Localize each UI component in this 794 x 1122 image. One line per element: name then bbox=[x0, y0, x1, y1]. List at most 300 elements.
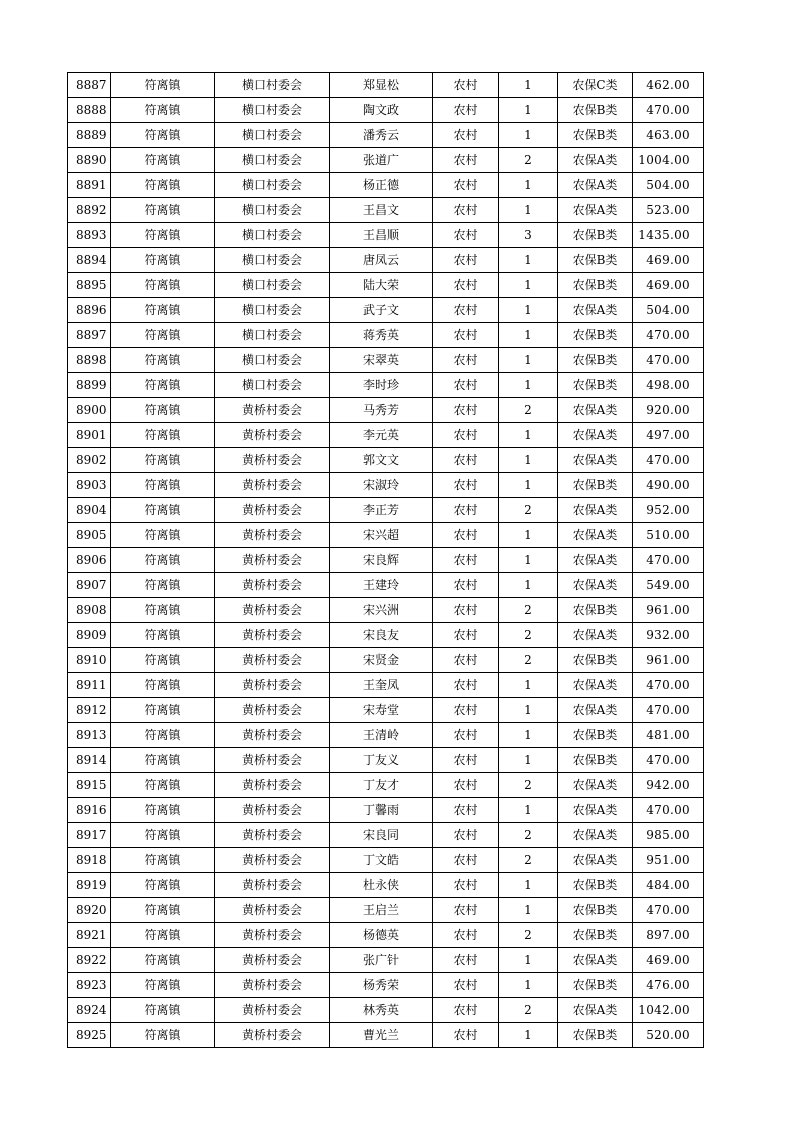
area-type-cell: 农村 bbox=[433, 748, 499, 773]
town-cell: 符离镇 bbox=[111, 848, 215, 873]
table-row bbox=[68, 198, 704, 223]
area-type-cell: 农村 bbox=[433, 223, 499, 248]
household-count-cell: 1 bbox=[499, 273, 558, 298]
town-cell: 符离镇 bbox=[111, 898, 215, 923]
amount-cell: 520.00 bbox=[633, 1023, 704, 1048]
category-cell: 农保B类 bbox=[558, 898, 633, 923]
name-cell: 杨秀荣 bbox=[330, 973, 433, 998]
table-row bbox=[68, 398, 704, 423]
household-count-cell: 1 bbox=[499, 973, 558, 998]
row-number-cell: 8908 bbox=[68, 598, 111, 623]
town-cell: 符离镇 bbox=[111, 523, 215, 548]
row-number-cell: 8923 bbox=[68, 973, 111, 998]
village-committee-cell: 横口村委会 bbox=[215, 148, 330, 173]
row-number-cell: 8904 bbox=[68, 498, 111, 523]
village-committee-cell: 黄桥村委会 bbox=[215, 848, 330, 873]
area-type-cell: 农村 bbox=[433, 773, 499, 798]
town-cell: 符离镇 bbox=[111, 598, 215, 623]
town-cell: 符离镇 bbox=[111, 798, 215, 823]
village-committee-cell: 黄桥村委会 bbox=[215, 998, 330, 1023]
name-cell: 林秀英 bbox=[330, 998, 433, 1023]
town-cell: 符离镇 bbox=[111, 423, 215, 448]
name-cell: 王昌文 bbox=[330, 198, 433, 223]
household-count-cell: 1 bbox=[499, 298, 558, 323]
household-count-cell: 1 bbox=[499, 323, 558, 348]
category-cell: 农保B类 bbox=[558, 373, 633, 398]
village-committee-cell: 横口村委会 bbox=[215, 373, 330, 398]
table-row bbox=[68, 898, 704, 923]
household-count-cell: 1 bbox=[499, 248, 558, 273]
row-number-cell: 8896 bbox=[68, 298, 111, 323]
category-cell: 农保A类 bbox=[558, 523, 633, 548]
category-cell: 农保B类 bbox=[558, 273, 633, 298]
village-committee-cell: 黄桥村委会 bbox=[215, 748, 330, 773]
village-committee-cell: 横口村委会 bbox=[215, 173, 330, 198]
village-committee-cell: 横口村委会 bbox=[215, 323, 330, 348]
row-number-cell: 8906 bbox=[68, 548, 111, 573]
name-cell: 丁友才 bbox=[330, 773, 433, 798]
household-count-cell: 1 bbox=[499, 798, 558, 823]
table-row bbox=[68, 1023, 704, 1048]
name-cell: 宋良友 bbox=[330, 623, 433, 648]
town-cell: 符离镇 bbox=[111, 973, 215, 998]
amount-cell: 510.00 bbox=[633, 523, 704, 548]
household-count-cell: 1 bbox=[499, 198, 558, 223]
amount-cell: 985.00 bbox=[633, 823, 704, 848]
village-committee-cell: 横口村委会 bbox=[215, 198, 330, 223]
name-cell: 宋翠英 bbox=[330, 348, 433, 373]
household-count-cell: 1 bbox=[499, 698, 558, 723]
village-committee-cell: 横口村委会 bbox=[215, 248, 330, 273]
name-cell: 王昌顺 bbox=[330, 223, 433, 248]
household-count-cell: 1 bbox=[499, 98, 558, 123]
town-cell: 符离镇 bbox=[111, 298, 215, 323]
table-row bbox=[68, 248, 704, 273]
town-cell: 符离镇 bbox=[111, 173, 215, 198]
name-cell: 杨德英 bbox=[330, 923, 433, 948]
name-cell: 张道广 bbox=[330, 148, 433, 173]
category-cell: 农保B类 bbox=[558, 723, 633, 748]
town-cell: 符离镇 bbox=[111, 823, 215, 848]
area-type-cell: 农村 bbox=[433, 973, 499, 998]
row-number-cell: 8899 bbox=[68, 373, 111, 398]
town-cell: 符离镇 bbox=[111, 648, 215, 673]
town-cell: 符离镇 bbox=[111, 473, 215, 498]
row-number-cell: 8925 bbox=[68, 1023, 111, 1048]
area-type-cell: 农村 bbox=[433, 698, 499, 723]
area-type-cell: 农村 bbox=[433, 123, 499, 148]
amount-cell: 897.00 bbox=[633, 923, 704, 948]
row-number-cell: 8915 bbox=[68, 773, 111, 798]
row-number-cell: 8914 bbox=[68, 748, 111, 773]
household-count-cell: 2 bbox=[499, 848, 558, 873]
category-cell: 农保A类 bbox=[558, 623, 633, 648]
area-type-cell: 农村 bbox=[433, 473, 499, 498]
area-type-cell: 农村 bbox=[433, 448, 499, 473]
area-type-cell: 农村 bbox=[433, 923, 499, 948]
town-cell: 符离镇 bbox=[111, 98, 215, 123]
town-cell: 符离镇 bbox=[111, 248, 215, 273]
village-committee-cell: 黄桥村委会 bbox=[215, 723, 330, 748]
category-cell: 农保B类 bbox=[558, 98, 633, 123]
category-cell: 农保A类 bbox=[558, 398, 633, 423]
name-cell: 杨正德 bbox=[330, 173, 433, 198]
area-type-cell: 农村 bbox=[433, 998, 499, 1023]
row-number-cell: 8897 bbox=[68, 323, 111, 348]
name-cell: 李正芳 bbox=[330, 498, 433, 523]
household-count-cell: 1 bbox=[499, 448, 558, 473]
village-committee-cell: 黄桥村委会 bbox=[215, 523, 330, 548]
household-table bbox=[67, 72, 704, 1048]
village-committee-cell: 黄桥村委会 bbox=[215, 498, 330, 523]
village-committee-cell: 横口村委会 bbox=[215, 98, 330, 123]
category-cell: 农保A类 bbox=[558, 198, 633, 223]
area-type-cell: 农村 bbox=[433, 373, 499, 398]
row-number-cell: 8895 bbox=[68, 273, 111, 298]
village-committee-cell: 黄桥村委会 bbox=[215, 973, 330, 998]
row-number-cell: 8907 bbox=[68, 573, 111, 598]
table-row bbox=[68, 123, 704, 148]
table-row bbox=[68, 873, 704, 898]
table-row bbox=[68, 648, 704, 673]
name-cell: 郑显松 bbox=[330, 73, 433, 98]
household-count-cell: 2 bbox=[499, 598, 558, 623]
row-number-cell: 8912 bbox=[68, 698, 111, 723]
name-cell: 丁友义 bbox=[330, 748, 433, 773]
row-number-cell: 8905 bbox=[68, 523, 111, 548]
area-type-cell: 农村 bbox=[433, 648, 499, 673]
household-count-cell: 1 bbox=[499, 348, 558, 373]
name-cell: 宋良辉 bbox=[330, 548, 433, 573]
village-committee-cell: 黄桥村委会 bbox=[215, 798, 330, 823]
village-committee-cell: 黄桥村委会 bbox=[215, 573, 330, 598]
town-cell: 符离镇 bbox=[111, 498, 215, 523]
table-row bbox=[68, 698, 704, 723]
household-count-cell: 1 bbox=[499, 1023, 558, 1048]
household-count-cell: 2 bbox=[499, 823, 558, 848]
table-row bbox=[68, 973, 704, 998]
town-cell: 符离镇 bbox=[111, 123, 215, 148]
category-cell: 农保A类 bbox=[558, 423, 633, 448]
household-count-cell: 2 bbox=[499, 623, 558, 648]
name-cell: 蒋秀英 bbox=[330, 323, 433, 348]
area-type-cell: 农村 bbox=[433, 798, 499, 823]
village-committee-cell: 黄桥村委会 bbox=[215, 873, 330, 898]
household-count-cell: 3 bbox=[499, 223, 558, 248]
area-type-cell: 农村 bbox=[433, 723, 499, 748]
town-cell: 符离镇 bbox=[111, 448, 215, 473]
town-cell: 符离镇 bbox=[111, 623, 215, 648]
amount-cell: 470.00 bbox=[633, 448, 704, 473]
household-count-cell: 2 bbox=[499, 398, 558, 423]
row-number-cell: 8902 bbox=[68, 448, 111, 473]
name-cell: 丁文皓 bbox=[330, 848, 433, 873]
table-row bbox=[68, 273, 704, 298]
table-row bbox=[68, 373, 704, 398]
area-type-cell: 农村 bbox=[433, 348, 499, 373]
amount-cell: 470.00 bbox=[633, 548, 704, 573]
row-number-cell: 8913 bbox=[68, 723, 111, 748]
name-cell: 宋兴超 bbox=[330, 523, 433, 548]
name-cell: 马秀芳 bbox=[330, 398, 433, 423]
area-type-cell: 农村 bbox=[433, 73, 499, 98]
amount-cell: 463.00 bbox=[633, 123, 704, 148]
category-cell: 农保C类 bbox=[558, 73, 633, 98]
category-cell: 农保A类 bbox=[558, 698, 633, 723]
category-cell: 农保B类 bbox=[558, 323, 633, 348]
area-type-cell: 农村 bbox=[433, 873, 499, 898]
town-cell: 符离镇 bbox=[111, 873, 215, 898]
category-cell: 农保A类 bbox=[558, 448, 633, 473]
name-cell: 李元英 bbox=[330, 423, 433, 448]
name-cell: 王奎凤 bbox=[330, 673, 433, 698]
amount-cell: 1004.00 bbox=[633, 148, 704, 173]
amount-cell: 470.00 bbox=[633, 898, 704, 923]
table-row bbox=[68, 798, 704, 823]
household-count-cell: 1 bbox=[499, 473, 558, 498]
area-type-cell: 农村 bbox=[433, 148, 499, 173]
table-row bbox=[68, 623, 704, 648]
table-row bbox=[68, 523, 704, 548]
category-cell: 农保A类 bbox=[558, 798, 633, 823]
amount-cell: 469.00 bbox=[633, 948, 704, 973]
household-count-cell: 1 bbox=[499, 73, 558, 98]
village-committee-cell: 黄桥村委会 bbox=[215, 473, 330, 498]
category-cell: 农保A类 bbox=[558, 173, 633, 198]
village-committee-cell: 黄桥村委会 bbox=[215, 648, 330, 673]
category-cell: 农保B类 bbox=[558, 248, 633, 273]
table-row bbox=[68, 948, 704, 973]
category-cell: 农保B类 bbox=[558, 223, 633, 248]
area-type-cell: 农村 bbox=[433, 198, 499, 223]
village-committee-cell: 横口村委会 bbox=[215, 273, 330, 298]
category-cell: 农保B类 bbox=[558, 123, 633, 148]
row-number-cell: 8887 bbox=[68, 73, 111, 98]
row-number-cell: 8903 bbox=[68, 473, 111, 498]
amount-cell: 504.00 bbox=[633, 298, 704, 323]
area-type-cell: 农村 bbox=[433, 248, 499, 273]
village-committee-cell: 横口村委会 bbox=[215, 223, 330, 248]
village-committee-cell: 横口村委会 bbox=[215, 123, 330, 148]
table-row bbox=[68, 323, 704, 348]
category-cell: 农保A类 bbox=[558, 498, 633, 523]
category-cell: 农保B类 bbox=[558, 873, 633, 898]
table-row bbox=[68, 773, 704, 798]
name-cell: 宋贤金 bbox=[330, 648, 433, 673]
household-count-cell: 2 bbox=[499, 923, 558, 948]
household-count-cell: 1 bbox=[499, 173, 558, 198]
town-cell: 符离镇 bbox=[111, 673, 215, 698]
household-count-cell: 1 bbox=[499, 423, 558, 448]
amount-cell: 484.00 bbox=[633, 873, 704, 898]
category-cell: 农保B类 bbox=[558, 923, 633, 948]
name-cell: 陶文政 bbox=[330, 98, 433, 123]
village-committee-cell: 黄桥村委会 bbox=[215, 773, 330, 798]
area-type-cell: 农村 bbox=[433, 898, 499, 923]
area-type-cell: 农村 bbox=[433, 948, 499, 973]
name-cell: 李时珍 bbox=[330, 373, 433, 398]
name-cell: 王建玲 bbox=[330, 573, 433, 598]
town-cell: 符离镇 bbox=[111, 998, 215, 1023]
amount-cell: 951.00 bbox=[633, 848, 704, 873]
table-row bbox=[68, 673, 704, 698]
area-type-cell: 农村 bbox=[433, 1023, 499, 1048]
category-cell: 农保A类 bbox=[558, 948, 633, 973]
row-number-cell: 8891 bbox=[68, 173, 111, 198]
area-type-cell: 农村 bbox=[433, 548, 499, 573]
table-row bbox=[68, 148, 704, 173]
table-row bbox=[68, 423, 704, 448]
row-number-cell: 8894 bbox=[68, 248, 111, 273]
category-cell: 农保B类 bbox=[558, 973, 633, 998]
table-row bbox=[68, 173, 704, 198]
table-row bbox=[68, 298, 704, 323]
village-committee-cell: 横口村委会 bbox=[215, 73, 330, 98]
category-cell: 农保B类 bbox=[558, 648, 633, 673]
household-count-cell: 2 bbox=[499, 998, 558, 1023]
amount-cell: 481.00 bbox=[633, 723, 704, 748]
row-number-cell: 8893 bbox=[68, 223, 111, 248]
village-committee-cell: 黄桥村委会 bbox=[215, 948, 330, 973]
household-count-cell: 2 bbox=[499, 498, 558, 523]
household-count-cell: 1 bbox=[499, 748, 558, 773]
name-cell: 宋淑玲 bbox=[330, 473, 433, 498]
town-cell: 符离镇 bbox=[111, 923, 215, 948]
row-number-cell: 8922 bbox=[68, 948, 111, 973]
category-cell: 农保A类 bbox=[558, 848, 633, 873]
table-row bbox=[68, 98, 704, 123]
area-type-cell: 农村 bbox=[433, 598, 499, 623]
area-type-cell: 农村 bbox=[433, 298, 499, 323]
table-row bbox=[68, 823, 704, 848]
amount-cell: 952.00 bbox=[633, 498, 704, 523]
area-type-cell: 农村 bbox=[433, 173, 499, 198]
village-committee-cell: 黄桥村委会 bbox=[215, 698, 330, 723]
village-committee-cell: 黄桥村委会 bbox=[215, 673, 330, 698]
row-number-cell: 8916 bbox=[68, 798, 111, 823]
table-body bbox=[68, 73, 704, 1048]
row-number-cell: 8921 bbox=[68, 923, 111, 948]
row-number-cell: 8917 bbox=[68, 823, 111, 848]
row-number-cell: 8900 bbox=[68, 398, 111, 423]
area-type-cell: 农村 bbox=[433, 523, 499, 548]
amount-cell: 920.00 bbox=[633, 398, 704, 423]
table-row bbox=[68, 598, 704, 623]
table-row bbox=[68, 448, 704, 473]
table-row bbox=[68, 748, 704, 773]
row-number-cell: 8909 bbox=[68, 623, 111, 648]
amount-cell: 504.00 bbox=[633, 173, 704, 198]
household-count-cell: 2 bbox=[499, 773, 558, 798]
row-number-cell: 8889 bbox=[68, 123, 111, 148]
table-row bbox=[68, 923, 704, 948]
row-number-cell: 8898 bbox=[68, 348, 111, 373]
area-type-cell: 农村 bbox=[433, 823, 499, 848]
village-committee-cell: 黄桥村委会 bbox=[215, 598, 330, 623]
town-cell: 符离镇 bbox=[111, 148, 215, 173]
town-cell: 符离镇 bbox=[111, 748, 215, 773]
household-count-cell: 2 bbox=[499, 148, 558, 173]
category-cell: 农保A类 bbox=[558, 823, 633, 848]
name-cell: 杜永侠 bbox=[330, 873, 433, 898]
village-committee-cell: 黄桥村委会 bbox=[215, 1023, 330, 1048]
category-cell: 农保A类 bbox=[558, 773, 633, 798]
table-row bbox=[68, 548, 704, 573]
town-cell: 符离镇 bbox=[111, 698, 215, 723]
category-cell: 农保A类 bbox=[558, 673, 633, 698]
town-cell: 符离镇 bbox=[111, 223, 215, 248]
area-type-cell: 农村 bbox=[433, 273, 499, 298]
area-type-cell: 农村 bbox=[433, 623, 499, 648]
town-cell: 符离镇 bbox=[111, 1023, 215, 1048]
area-type-cell: 农村 bbox=[433, 398, 499, 423]
amount-cell: 462.00 bbox=[633, 73, 704, 98]
category-cell: 农保A类 bbox=[558, 573, 633, 598]
village-committee-cell: 黄桥村委会 bbox=[215, 423, 330, 448]
name-cell: 宋兴洲 bbox=[330, 598, 433, 623]
town-cell: 符离镇 bbox=[111, 573, 215, 598]
row-number-cell: 8910 bbox=[68, 648, 111, 673]
village-committee-cell: 黄桥村委会 bbox=[215, 398, 330, 423]
row-number-cell: 8892 bbox=[68, 198, 111, 223]
table-row bbox=[68, 848, 704, 873]
table-row bbox=[68, 473, 704, 498]
row-number-cell: 8919 bbox=[68, 873, 111, 898]
amount-cell: 470.00 bbox=[633, 323, 704, 348]
area-type-cell: 农村 bbox=[433, 323, 499, 348]
amount-cell: 469.00 bbox=[633, 273, 704, 298]
category-cell: 农保B类 bbox=[558, 748, 633, 773]
row-number-cell: 8911 bbox=[68, 673, 111, 698]
household-count-cell: 1 bbox=[499, 523, 558, 548]
name-cell: 郭文文 bbox=[330, 448, 433, 473]
area-type-cell: 农村 bbox=[433, 848, 499, 873]
amount-cell: 549.00 bbox=[633, 573, 704, 598]
town-cell: 符离镇 bbox=[111, 398, 215, 423]
row-number-cell: 8924 bbox=[68, 998, 111, 1023]
table-row bbox=[68, 998, 704, 1023]
village-committee-cell: 黄桥村委会 bbox=[215, 623, 330, 648]
household-count-cell: 1 bbox=[499, 123, 558, 148]
category-cell: 农保B类 bbox=[558, 348, 633, 373]
household-count-cell: 1 bbox=[499, 723, 558, 748]
village-committee-cell: 横口村委会 bbox=[215, 298, 330, 323]
town-cell: 符离镇 bbox=[111, 948, 215, 973]
town-cell: 符离镇 bbox=[111, 548, 215, 573]
row-number-cell: 8901 bbox=[68, 423, 111, 448]
area-type-cell: 农村 bbox=[433, 498, 499, 523]
table-row bbox=[68, 498, 704, 523]
row-number-cell: 8918 bbox=[68, 848, 111, 873]
household-count-cell: 1 bbox=[499, 573, 558, 598]
name-cell: 唐凤云 bbox=[330, 248, 433, 273]
amount-cell: 470.00 bbox=[633, 798, 704, 823]
name-cell: 潘秀云 bbox=[330, 123, 433, 148]
table-row bbox=[68, 723, 704, 748]
village-committee-cell: 黄桥村委会 bbox=[215, 548, 330, 573]
name-cell: 宋良同 bbox=[330, 823, 433, 848]
area-type-cell: 农村 bbox=[433, 573, 499, 598]
amount-cell: 1435.00 bbox=[633, 223, 704, 248]
town-cell: 符离镇 bbox=[111, 723, 215, 748]
amount-cell: 470.00 bbox=[633, 698, 704, 723]
household-count-cell: 1 bbox=[499, 948, 558, 973]
category-cell: 农保A类 bbox=[558, 998, 633, 1023]
amount-cell: 523.00 bbox=[633, 198, 704, 223]
row-number-cell: 8888 bbox=[68, 98, 111, 123]
amount-cell: 1042.00 bbox=[633, 998, 704, 1023]
amount-cell: 470.00 bbox=[633, 673, 704, 698]
